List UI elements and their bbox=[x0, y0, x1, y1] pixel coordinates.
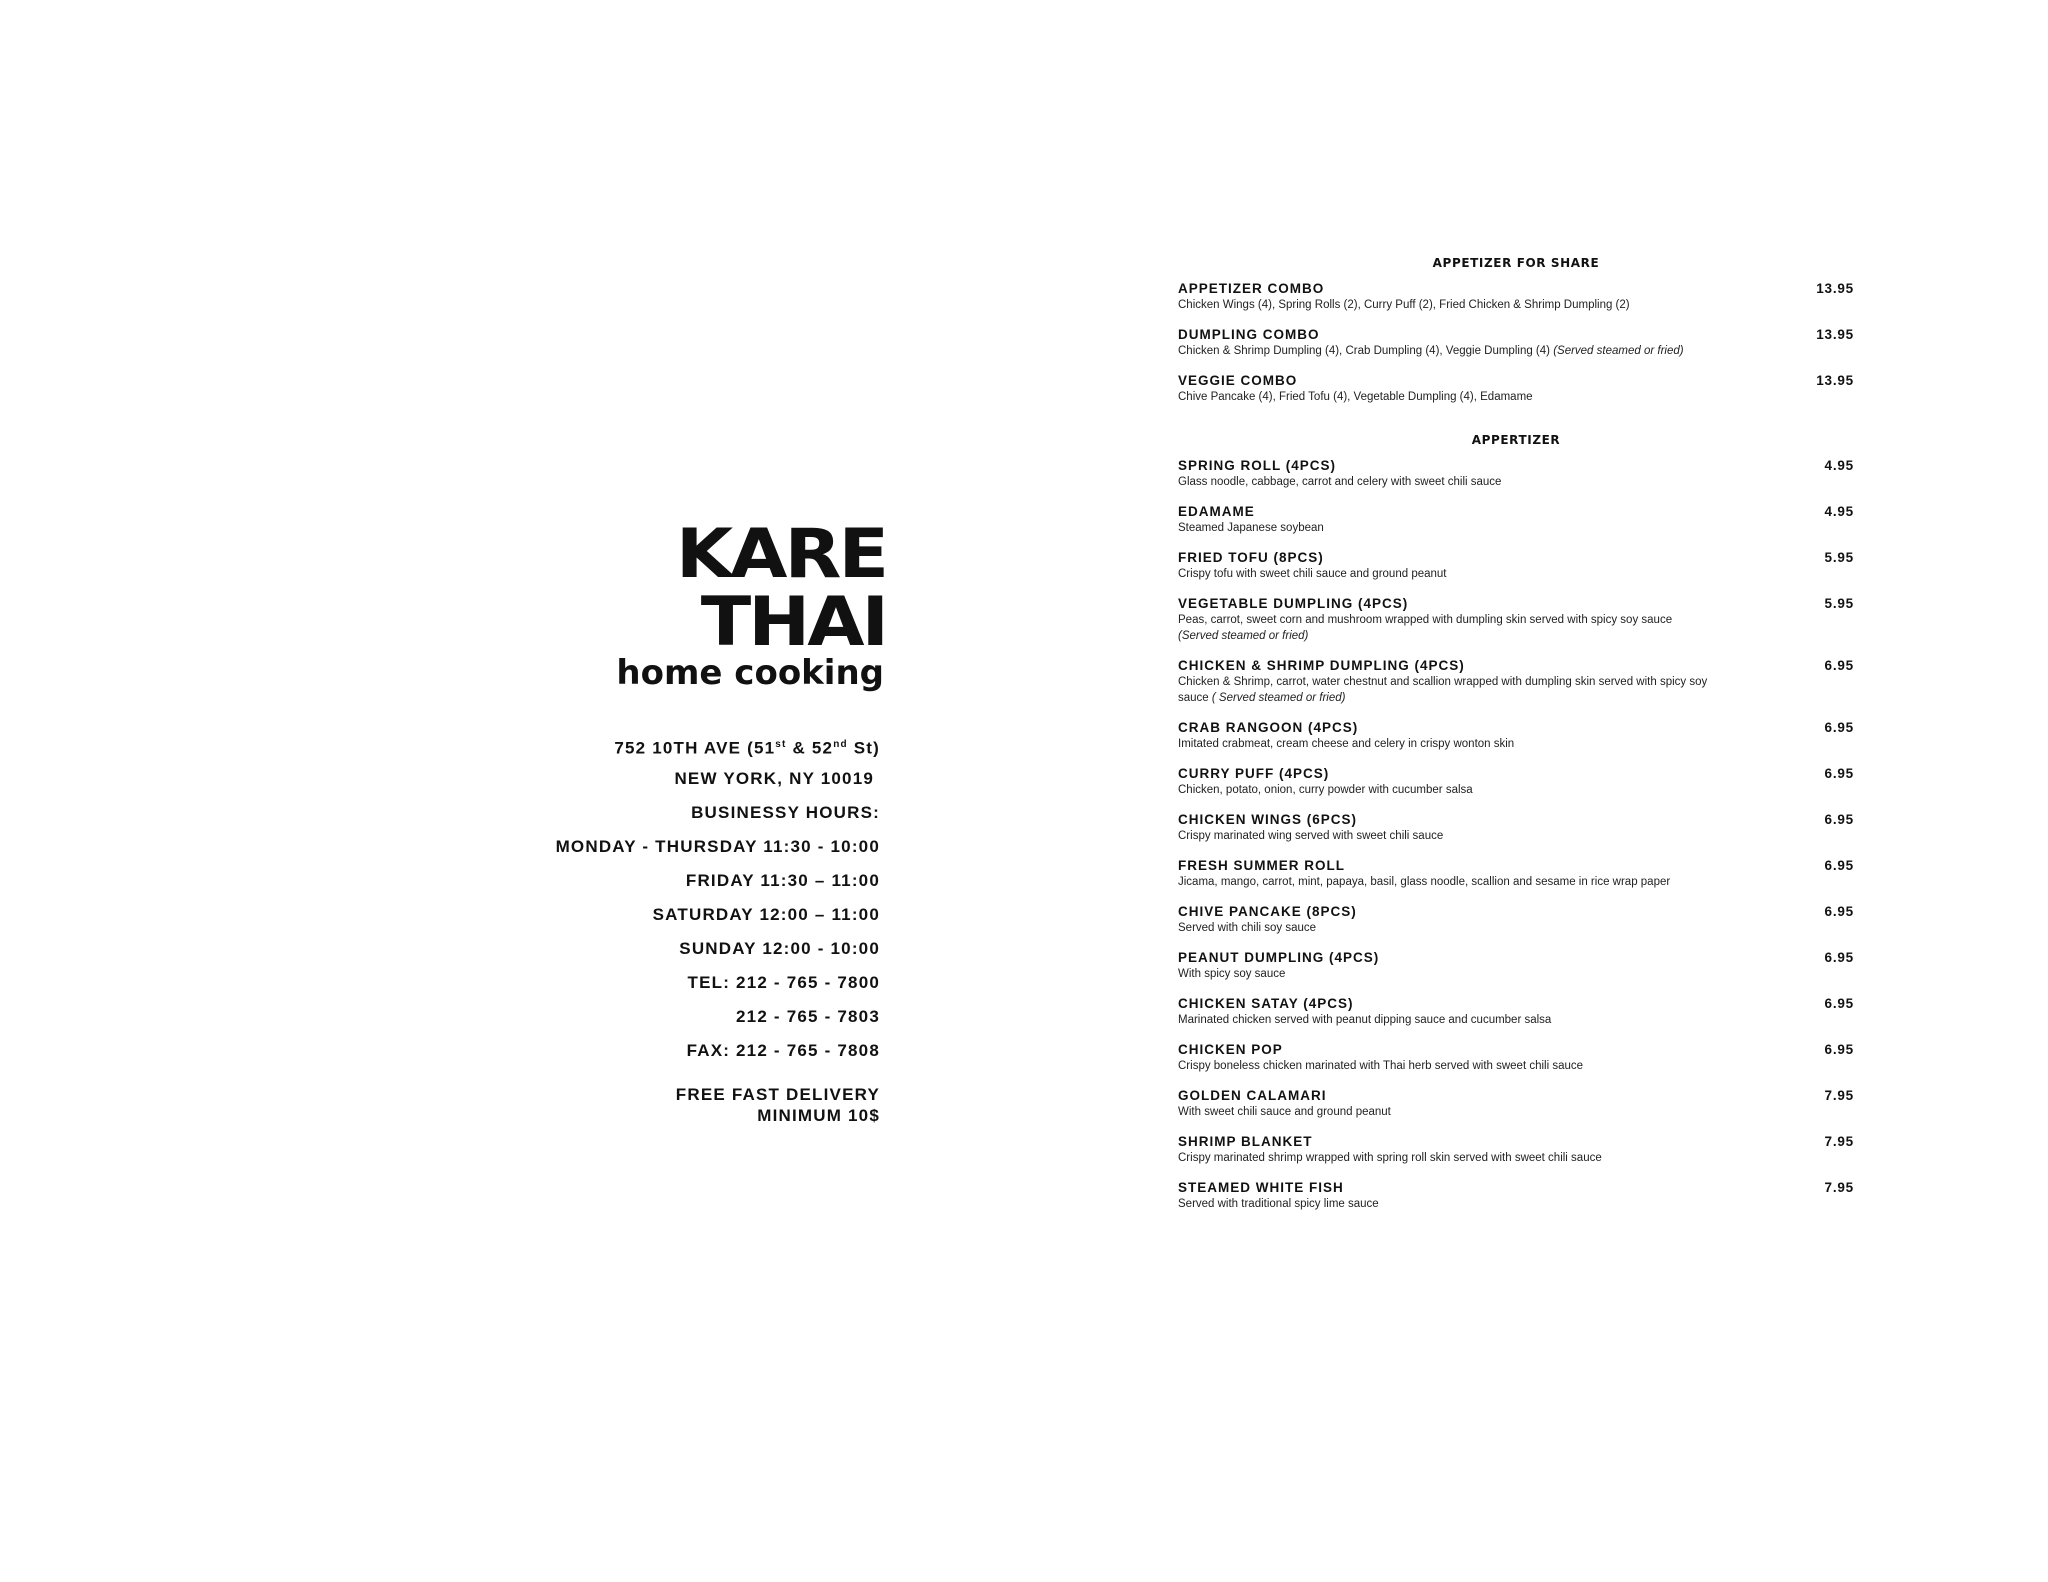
menu-item-name: CURRY PUFF (4PCS) bbox=[1178, 766, 1330, 781]
menu-item bbox=[1178, 457, 1854, 490]
menu-item-description bbox=[1178, 389, 1738, 405]
menu-item-description-text: Chicken & Shrimp Dumpling (4), Crab Dumpling (4), Veggie Dumpling (4) bbox=[1178, 345, 1554, 357]
menu-item-name: CHIVE PANCAKE (8PCS) bbox=[1178, 904, 1357, 919]
menu-item-name: FRIED TOFU (8PCS) bbox=[1178, 550, 1324, 565]
menu-item-description-text: Chicken & Shrimp, carrot, water chestnut and scallion wrapped with dumpling skin served with spicy soy sauce bbox=[1178, 676, 1708, 704]
menu-item-description-text: Served with chili soy sauce bbox=[1178, 922, 1317, 934]
menu-item-description bbox=[1178, 1196, 1738, 1212]
menu-item bbox=[1178, 1179, 1854, 1212]
menu-item-name: CRAB RANGOON (4PCS) bbox=[1178, 720, 1359, 735]
menu-item-name: CHICKEN SATAY (4PCS) bbox=[1178, 996, 1354, 1011]
menu-item-description bbox=[1178, 297, 1738, 313]
hours-title: BUSINESSY HOURS: bbox=[691, 803, 880, 822]
address-line: 752 10TH AVE (51st & 52nd St) bbox=[614, 738, 880, 758]
menu-item-price: 6.95 bbox=[1824, 1042, 1854, 1057]
section-title: APPETIZER FOR SHARE bbox=[1432, 256, 1600, 270]
menu-item-description-text: Marinated chicken served with peanut dipping sauce and cucumber salsa bbox=[1178, 1014, 1552, 1026]
menu-item bbox=[1178, 1087, 1854, 1120]
phone-line-2: 212 - 765 - 7803 bbox=[736, 1007, 880, 1026]
hours-line: SUNDAY 12:00 - 10:00 bbox=[679, 939, 880, 958]
menu-item-description-text: Served with traditional spicy lime sauce bbox=[1178, 1198, 1379, 1210]
menu-item-description bbox=[1178, 1150, 1738, 1166]
menu-item-description bbox=[1178, 612, 1738, 644]
menu-item-description-text: With spicy soy sauce bbox=[1178, 968, 1286, 980]
menu-item-name: PEANUT DUMPLING (4PCS) bbox=[1178, 950, 1380, 965]
menu-item bbox=[1178, 1133, 1854, 1166]
menu-item-description bbox=[1178, 343, 1738, 359]
menu-item-description bbox=[1178, 736, 1738, 752]
menu-item-description bbox=[1178, 474, 1738, 490]
delivery-line: FREE FAST DELIVERY bbox=[675, 1085, 880, 1104]
menu-item-description bbox=[1178, 966, 1738, 982]
delivery-minimum: MINIMUM 10$ bbox=[757, 1106, 880, 1125]
menu-item bbox=[1178, 765, 1854, 798]
menu-item-price: 6.95 bbox=[1824, 658, 1854, 673]
menu-item bbox=[1178, 503, 1854, 536]
menu-item bbox=[1178, 549, 1854, 582]
menu-item-price: 7.95 bbox=[1824, 1088, 1854, 1103]
section-title: APPERTIZER bbox=[1471, 433, 1561, 447]
section-items bbox=[1178, 280, 1854, 405]
menu-item bbox=[1178, 372, 1854, 405]
menu-item-description-text: Peas, carrot, sweet corn and mushroom wrapped with dumpling skin served with spicy soy sauce bbox=[1178, 614, 1673, 626]
menu-item-note: (Served steamed or fried) bbox=[1553, 345, 1684, 357]
menu-item-name: CHICKEN POP bbox=[1178, 1042, 1283, 1057]
menu-item bbox=[1178, 657, 1854, 706]
menu-item-price: 6.95 bbox=[1824, 904, 1854, 919]
menu-item-price: 5.95 bbox=[1824, 596, 1854, 611]
hours-line: SATURDAY 12:00 – 11:00 bbox=[652, 905, 880, 924]
menu-item bbox=[1178, 995, 1854, 1028]
menu-item-description bbox=[1178, 520, 1738, 536]
menu-item-price: 6.95 bbox=[1824, 858, 1854, 873]
menu-item-description-text: Chive Pancake (4), Fried Tofu (4), Vegetable Dumpling (4), Edamame bbox=[1178, 391, 1533, 403]
menu-item-name: FRESH SUMMER ROLL bbox=[1178, 858, 1345, 873]
restaurant-info-panel bbox=[540, 514, 886, 1126]
menu-item-description bbox=[1178, 566, 1738, 582]
menu-item-price: 7.95 bbox=[1824, 1180, 1854, 1195]
menu-item-description-text: Imitated crabmeat, cream cheese and celery in crispy wonton skin bbox=[1178, 738, 1515, 750]
menu-item-name: EDAMAME bbox=[1178, 504, 1255, 519]
menu-item-description-text: With sweet chili sauce and ground peanut bbox=[1178, 1106, 1391, 1118]
menu-item-note: (Served steamed or fried) bbox=[1178, 630, 1309, 642]
menu-item-price: 6.95 bbox=[1824, 812, 1854, 827]
menu-item-description-text: Crispy boneless chicken marinated with Thai herb served with sweet chili sauce bbox=[1178, 1060, 1584, 1072]
hours-line: FRIDAY 11:30 – 11:00 bbox=[685, 871, 880, 890]
menu-item-description-text: Chicken, potato, onion, curry powder with cucumber salsa bbox=[1178, 784, 1473, 796]
menu-item-name: APPETIZER COMBO bbox=[1178, 281, 1325, 296]
menu-section bbox=[1178, 250, 1854, 405]
menu-item-price: 6.95 bbox=[1824, 720, 1854, 735]
menu-item-price: 5.95 bbox=[1824, 550, 1854, 565]
menu-item-description bbox=[1178, 1058, 1738, 1074]
menu-item-description-text: Crispy marinated wing served with sweet chili sauce bbox=[1178, 830, 1444, 842]
menu-item-price: 6.95 bbox=[1824, 766, 1854, 781]
menu-item bbox=[1178, 949, 1854, 982]
menu-item bbox=[1178, 811, 1854, 844]
menu-item-description bbox=[1178, 828, 1738, 844]
menu-item-price: 13.95 bbox=[1816, 327, 1854, 342]
menu-item bbox=[1178, 1041, 1854, 1074]
menu-item-description bbox=[1178, 1104, 1738, 1120]
hours-line: MONDAY - THURSDAY 11:30 - 10:00 bbox=[555, 837, 880, 856]
menu-item-name: VEGGIE COMBO bbox=[1178, 373, 1298, 388]
menu-item-description-text: Glass noodle, cabbage, carrot and celery with sweet chili sauce bbox=[1178, 476, 1502, 488]
menu-item-description bbox=[1178, 674, 1738, 706]
menu-item-name: SPRING ROLL (4PCS) bbox=[1178, 458, 1337, 473]
menu-item-name: VEGETABLE DUMPLING (4PCS) bbox=[1178, 596, 1409, 611]
menu-section bbox=[1178, 427, 1854, 1212]
menu-panel bbox=[1178, 250, 1854, 1225]
menu-item-price: 6.95 bbox=[1824, 996, 1854, 1011]
menu-item-description bbox=[1178, 920, 1738, 936]
fax-line: FAX: 212 - 765 - 7808 bbox=[686, 1041, 880, 1060]
phone-line: TEL: 212 - 765 - 7800 bbox=[687, 973, 880, 992]
menu-item-price: 6.95 bbox=[1824, 950, 1854, 965]
delivery-note bbox=[540, 1084, 880, 1126]
menu-item bbox=[1178, 857, 1854, 890]
contact-info bbox=[540, 728, 880, 1068]
restaurant-logo-subtitle: home cooking bbox=[616, 653, 884, 693]
menu-item-name: CHICKEN WINGS (6PCS) bbox=[1178, 812, 1358, 827]
menu-item-price: 13.95 bbox=[1816, 281, 1854, 296]
menu-item bbox=[1178, 326, 1854, 359]
menu-item-price: 7.95 bbox=[1824, 1134, 1854, 1149]
menu-item-description bbox=[1178, 874, 1738, 890]
menu-item-description-text: Crispy tofu with sweet chili sauce and ground peanut bbox=[1178, 568, 1447, 580]
menu-item bbox=[1178, 595, 1854, 644]
menu-item bbox=[1178, 719, 1854, 752]
menu-item-description-text: Steamed Japanese soybean bbox=[1178, 522, 1324, 534]
menu-item-name: SHRIMP BLANKET bbox=[1178, 1134, 1313, 1149]
menu-item-note: ( Served steamed or fried) bbox=[1211, 692, 1346, 704]
menu-item-name: CHICKEN & SHRIMP DUMPLING (4PCS) bbox=[1178, 658, 1465, 673]
menu-item-price: 13.95 bbox=[1816, 373, 1854, 388]
city-line: NEW YORK, NY 10019 bbox=[674, 769, 874, 788]
menu-item-description-text: Crispy marinated shrimp wrapped with spring roll skin served with sweet chili sauce bbox=[1178, 1152, 1602, 1164]
restaurant-logo-title: KARE THAI bbox=[675, 514, 886, 662]
menu-item-name: DUMPLING COMBO bbox=[1178, 327, 1320, 342]
menu-item-price: 4.95 bbox=[1824, 458, 1854, 473]
section-items bbox=[1178, 457, 1854, 1212]
menu-item-price: 4.95 bbox=[1824, 504, 1854, 519]
menu-item-description-text: Chicken Wings (4), Spring Rolls (2), Curry Puff (2), Fried Chicken & Shrimp Dumpling (2) bbox=[1178, 299, 1630, 311]
menu-item-description-text: Jicama, mango, carrot, mint, papaya, basil, glass noodle, scallion and sesame in rice wrap paper bbox=[1178, 876, 1671, 888]
menu-item-name: GOLDEN CALAMARI bbox=[1178, 1088, 1327, 1103]
menu-item-description bbox=[1178, 782, 1738, 798]
menu-item-name: STEAMED WHITE FISH bbox=[1178, 1180, 1344, 1195]
menu-item bbox=[1178, 903, 1854, 936]
menu-item-description bbox=[1178, 1012, 1738, 1028]
menu-item bbox=[1178, 280, 1854, 313]
